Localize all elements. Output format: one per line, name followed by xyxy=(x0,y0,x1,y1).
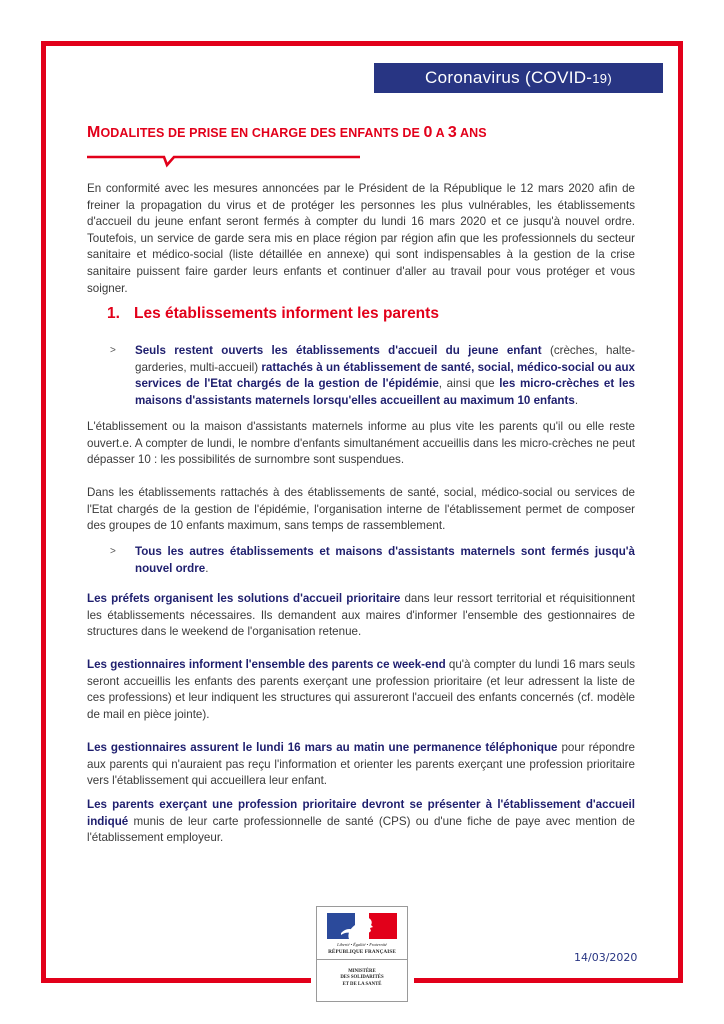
bold-text: les micro-crèches et les maisons d'assistants maternels lorsqu'elles accueillent au maximum 10 enfants xyxy=(135,377,635,407)
paragraph xyxy=(87,657,635,723)
page-title xyxy=(87,124,487,142)
frame-border-left xyxy=(41,41,46,983)
banner-label: Coronavirus (COVID- xyxy=(425,68,593,87)
title-rest: A xyxy=(432,126,448,140)
bold-text: Les préfets organisent les solutions d'accueil prioritaire xyxy=(87,592,401,605)
frame-border-top xyxy=(41,41,683,46)
republic-motto: Liberté • Égalité • Fraternité xyxy=(337,942,387,947)
title-cap: 3 xyxy=(447,124,457,141)
bold-text: rattachés à un établissement de santé, social, médico-social ou aux services de l'Etat chargés de la gestion de l'épidémie xyxy=(135,360,635,391)
text: munis de leur carte professionnelle de santé (CPS) ou d'une fiche de paye avec mention de l'établissement employeur. xyxy=(87,814,635,845)
bold-text: Les gestionnaires assurent le lundi 16 mars au matin une permanence téléphonique xyxy=(87,741,558,754)
section-heading xyxy=(107,305,439,323)
document-date: 14/03/2020 xyxy=(574,951,638,964)
bold-text: Les parents exerçant une profession prioritaire devront se présenter à l'établissement d'accueil indiqué xyxy=(87,798,635,828)
bold-text: Tous les autres établissements et maisons d'assistants maternels sont fermés jusqu'à nouvel ordre xyxy=(135,545,635,575)
text: . xyxy=(574,393,579,407)
paragraph xyxy=(87,591,635,641)
bullet-text xyxy=(135,544,635,577)
frame-border-bottom-left xyxy=(41,978,311,983)
ministry-line: MINISTÈRE xyxy=(348,969,376,974)
text: pour répondre aux parents qui n'auraient pas reçu l'information et orienter les parents exerçant une profession prioritaire vers l'établissement qui accueillera leur enfant. xyxy=(87,741,635,788)
title-cap: M xyxy=(87,124,101,141)
paragraph: Dans les établissements rattachés à des établissements de santé, social, médico-social ou services de l'Etat chargés de la gestion de l'épidémie, l'organisation interne de l'établissement permet de composer des groupes de 10 enfants maximum, sans temps de rassemblement. xyxy=(87,486,635,533)
title-rest: ANS xyxy=(456,126,487,140)
frame-border-right xyxy=(678,41,683,983)
bullet-item xyxy=(110,544,635,577)
bullet-item xyxy=(110,343,635,409)
text: (crèches, halte-garderies, multi-accueil) xyxy=(135,344,636,374)
title-cap: 0 xyxy=(423,124,433,141)
bold-text: Seuls restent ouverts les établissements d'accueil du jeune enfant xyxy=(135,344,542,357)
marianne-flag-icon xyxy=(327,913,397,939)
chevron-right-icon: > xyxy=(110,345,116,356)
bold-text: Les gestionnaires informent l'ensemble des parents ce week-end xyxy=(87,658,446,671)
ministry-line: DES SOLIDARITÉS xyxy=(340,975,384,981)
logo-divider xyxy=(317,959,407,960)
chevron-right-icon: > xyxy=(110,546,116,557)
ministry-name xyxy=(317,969,407,988)
section-number: 1. xyxy=(107,305,120,322)
paragraph xyxy=(87,740,635,790)
covid-banner xyxy=(374,63,663,93)
text: . xyxy=(205,561,209,575)
ministry-logo xyxy=(316,906,408,1002)
paragraph: L'établissement ou la maison d'assistants maternels informe au plus vite les parents qu'il ou elle reste ouvert.e. A compter de lundi, le nombre d'enfants simultanément accueillis dans les micro-crèches ne peut dépasser 10 : les possibilités de surnombre sont suspendues. xyxy=(87,420,635,467)
text: qu'à compter du lundi 16 mars seuls seront accueillis les enfants des parents exerçant une profession prioritaire (et leur adressent la liste de ces professions) et leur indiquent les structures qui assureront l'accueil des enfants concernés (cf. modèle de mail en pièce jointe). xyxy=(87,658,635,721)
section-title: Les établissements informent les parents xyxy=(134,305,439,322)
intro-paragraph: En conformité avec les mesures annoncées par le Président de la République le 12 mars 2020 afin de freiner la propagation du virus et de protéger les personnes les plus vulnérables, les établissements d'accueil du jeune enfant seront fermés à compter du lundi 16 mars 2020 et ce jusqu'à nouvel ordre. Toutefois, un service de garde sera mis en place région par région afin que les professionnels du secteur sanitaire et médico-social (liste détaillée en annexe) qui sont indispensables à la gestion de la crise sanitaire puissent faire garder leurs enfants et continuer d'aller au travail pour vous protéger et vous soigner. xyxy=(87,182,635,295)
banner-label-small: 19) xyxy=(592,70,612,86)
republic-name: RÉPUBLIQUE FRANÇAISE xyxy=(328,949,396,955)
bullet-text xyxy=(135,343,635,409)
paragraph xyxy=(87,797,635,847)
frame-border-bottom-right xyxy=(414,978,683,983)
title-rest: ODALITES DE PRISE EN CHARGE DES ENFANTS DE xyxy=(100,126,424,140)
text: , ainsi que xyxy=(438,377,500,391)
text: dans leur ressort territorial et réquisitionnent les établissements nécessaires. Ils demandent aux maires d'informer l'ensemble des gestionnaires de structures dans le weekend de l'organisation retenue. xyxy=(87,592,635,639)
title-underline-decoration xyxy=(86,150,366,168)
ministry-line: ET DE LA SANTÉ xyxy=(342,981,382,987)
